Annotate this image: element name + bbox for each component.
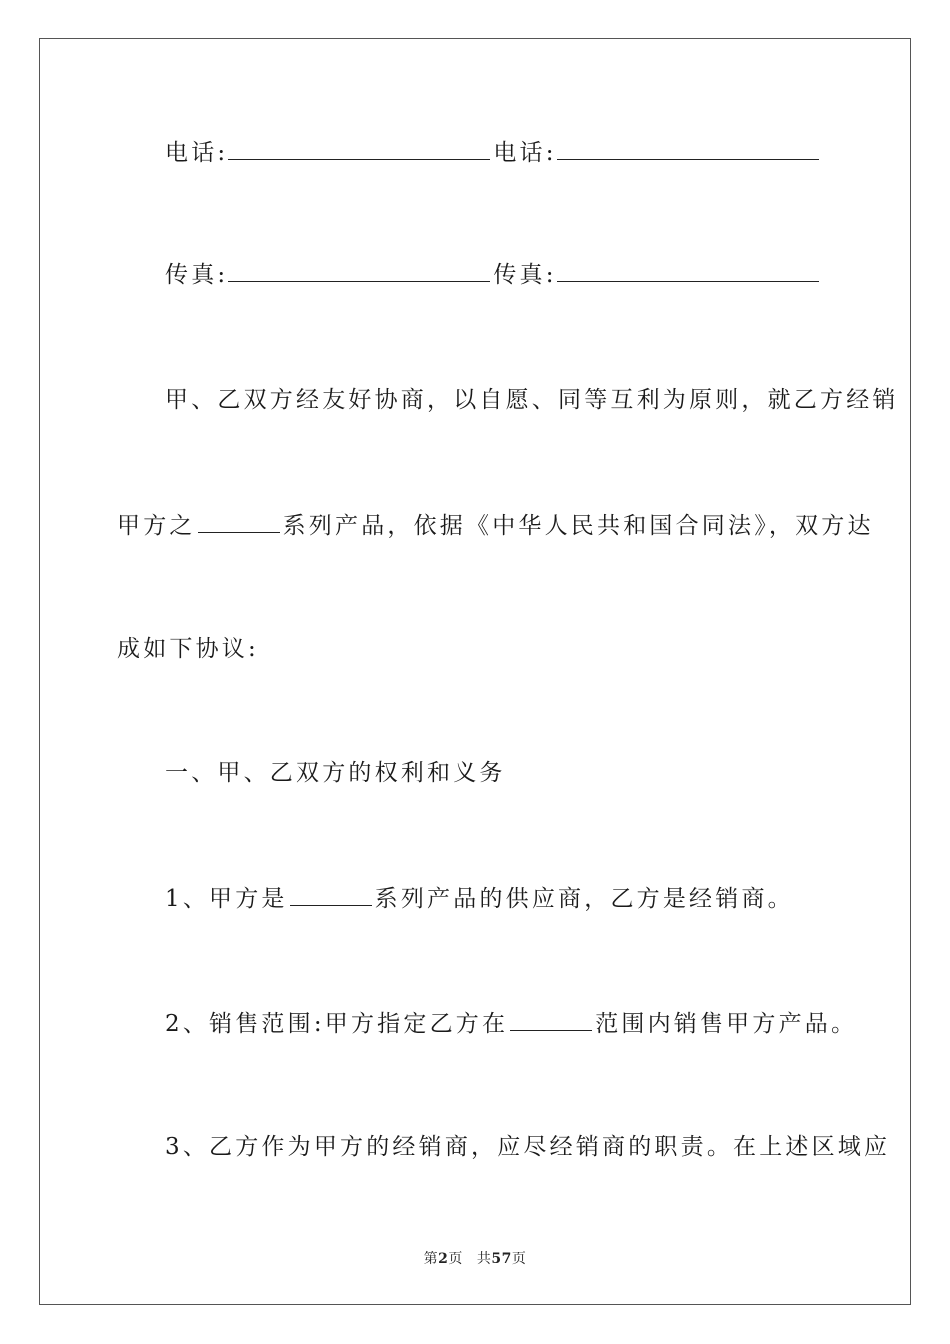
party-b-phone-label: 电话: xyxy=(493,140,557,166)
footer-total-prefix: 共 xyxy=(476,1251,492,1267)
page-footer xyxy=(0,1248,950,1268)
clause-1-blank xyxy=(290,883,372,906)
clause-1-start: 1、甲方是 xyxy=(165,886,288,912)
party-a-phone-label: 电话: xyxy=(165,140,229,166)
clause-2 xyxy=(165,1008,857,1039)
party-a-phone-blank xyxy=(228,137,490,160)
party-b-fax-blank xyxy=(557,259,819,282)
footer-prefix: 第 xyxy=(423,1251,439,1267)
party-a-fax-label: 传真: xyxy=(165,262,229,288)
footer-page-suffix: 页 xyxy=(448,1251,463,1267)
party-b-fax-label: 传真: xyxy=(493,262,557,288)
clause-1-end: 系列产品的供应商，乙方是经销商。 xyxy=(374,886,794,912)
clause-1 xyxy=(165,883,794,914)
party-a-fax-blank xyxy=(228,259,490,282)
intro-line-3: 成如下协议: xyxy=(117,636,259,662)
intro-line-2-end: 系列产品，依据《中华人民共和国合同法》，双方达 xyxy=(282,513,874,539)
section-heading: 一、甲、乙双方的权利和义务 xyxy=(165,760,506,786)
intro-line-2-start: 甲方之 xyxy=(117,513,196,539)
footer-total-pages: 57 xyxy=(491,1251,512,1267)
intro-line-1: 甲、乙双方经友好协商，以自愿、同等互利为原则，就乙方经销 xyxy=(165,387,899,413)
party-b-phone-blank xyxy=(557,137,819,160)
footer-total-suffix: 页 xyxy=(511,1251,527,1267)
clause-2-end: 范围内销售甲方产品。 xyxy=(595,1011,858,1037)
page-border xyxy=(39,38,911,1305)
phone-row xyxy=(165,137,822,168)
clause-3: 3、乙方作为甲方的经销商，应尽经销商的职责。在上述区域应 xyxy=(165,1134,891,1160)
intro-line-2 xyxy=(117,510,874,541)
product-series-blank xyxy=(198,510,280,533)
clause-2-start: 2、销售范围:甲方指定乙方在 xyxy=(165,1011,509,1037)
fax-row xyxy=(165,259,822,290)
clause-2-blank xyxy=(510,1008,592,1031)
footer-page-number: 2 xyxy=(438,1251,449,1267)
